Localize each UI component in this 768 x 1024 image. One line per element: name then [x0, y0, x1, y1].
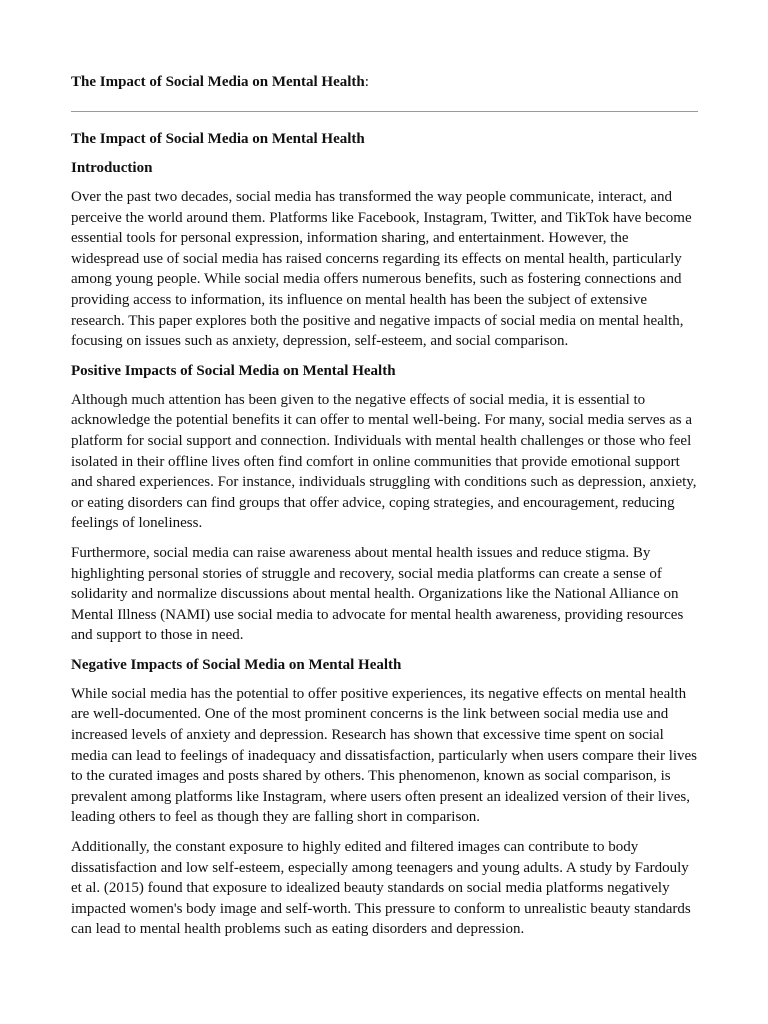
negative-impacts-heading: Negative Impacts of Social Media on Mental Health	[71, 656, 402, 673]
positive-impacts-paragraph-2: Furthermore, social media can raise awareness about mental health issues and reduce stigma. By highlighting personal stories of struggle and recovery, social media platforms can create a sense of solidarity and normalize discussions about mental health. Organizations like the National Alliance on Mental Illness (NAMI) use social media to advocate for mental health awareness, providing resources and support to those in need.	[71, 544, 684, 644]
document-header-title: The Impact of Social Media on Mental Health	[71, 74, 365, 90]
document-title: The Impact of Social Media on Mental Health	[71, 131, 365, 147]
negative-impacts-paragraph-2: Additionally, the constant exposure to highly edited and filtered images can contribute to body dissatisfaction and low self-esteem, especially among teenagers and young adults. A study by Fardouly et al. (2015) found that exposure to idealized beauty standards on social media platforms negatively impacted women's body image and self-worth. This pressure to conform to unrealistic beauty standards can lead to mental health problems such as eating disorders and depression.	[71, 839, 691, 938]
positive-impacts-heading: Positive Impacts of Social Media on Mental Health	[71, 362, 396, 379]
positive-impacts-paragraph-1: Although much attention has been given to the negative effects of social media, it is essential to acknowledge the potential benefits it can offer to mental well-being. For many, social media serves as a platform for social support and connection. Individuals with mental health challenges or those who feel isolated in their offline lives often find comfort in online communities that provide emotional support and shared experiences. For instance, individuals struggling with conditions such as depression, anxiety, or eating disorders can find groups that offer advice, coping strategies, and encouragement, reducing feelings of loneliness.	[71, 391, 697, 532]
document-header	[71, 72, 698, 92]
negative-impacts-paragraph-1: While social media has the potential to offer positive experiences, its negative effects on mental health are well-documented. One of the most prominent concerns is the link between social media use and increased levels of anxiety and depression. Research has shown that excessive time spent on social media can lead to feelings of inadequacy and dissatisfaction, particularly when users compare their lives to the curated images and posts shared by others. This phenomenon, known as social comparison, is prevalent among platforms like Instagram, where users often present an idealized version of their lives, leading others to feel as though they are falling short in comparison.	[71, 685, 698, 826]
introduction-heading: Introduction	[71, 160, 153, 176]
header-divider	[71, 111, 698, 112]
document-page	[71, 72, 698, 949]
document-header-colon: :	[364, 74, 369, 90]
introduction-paragraph: Over the past two decades, social media has transformed the way people communicate, interact, and perceive the world around them. Platforms like Facebook, Instagram, Twitter, and TikTok have become essential tools for personal expression, information sharing, and entertainment. However, the widespread use of social media has raised concerns regarding its effects on mental health, particularly among young people. While social media offers numerous benefits, such as fostering connections and providing access to information, its influence on mental health has been the subject of extensive research. This paper explores both the positive and negative impacts of social media on mental health, focusing on issues such as anxiety, depression, self-esteem, and social comparison.	[71, 189, 692, 350]
